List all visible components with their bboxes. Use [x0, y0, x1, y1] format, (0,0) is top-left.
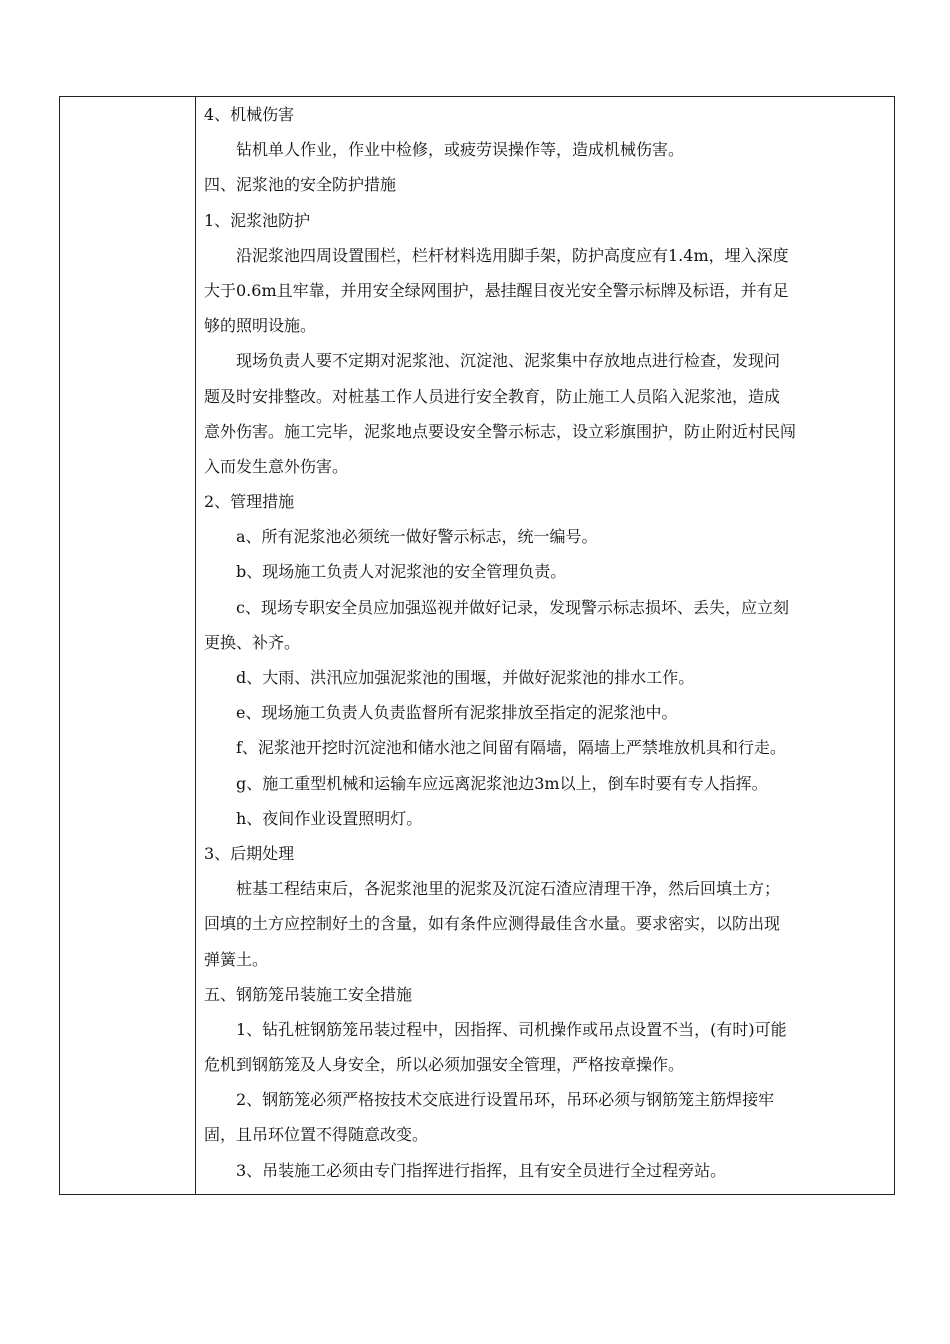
text-line: 沿泥浆池四周设置围栏，栏杆材料选用脚手架，防护高度应有1.4m，埋入深度 [236, 245, 789, 265]
text-line: 更换、补齐。 [204, 632, 301, 652]
text-line: 大于0.6m且牢靠，并用安全绿网围护，悬挂醒目夜光安全警示标牌及标语，并有足 [204, 280, 789, 300]
text-line: 回填的土方应控制好土的含量，如有条件应测得最佳含水量。要求密实，以防出现 [204, 914, 781, 934]
text-line: c、现场专职安全员应加强巡视并做好记录，发现警示标志损坏、丢失，应立刻 [236, 597, 789, 617]
text-line: h、夜间作业设置照明灯。 [236, 808, 423, 828]
text-line: 入而发生意外伤害。 [204, 456, 349, 476]
text-line: 够的照明设施。 [204, 316, 317, 336]
text-line: 意外伤害。施工完毕，泥浆地点要设安全警示标志，设立彩旗围护，防止附近村民闯 [204, 421, 797, 441]
table-left-cell [60, 97, 196, 1194]
text-line: 弹簧土。 [204, 949, 269, 969]
text-line: 桩基工程结束后，各泥浆池里的泥浆及沉淀石渣应清理干净，然后回填土方； [236, 879, 781, 899]
document-table [59, 96, 895, 1195]
text-line: 3、吊装施工必须由专门指挥进行指挥，且有安全员进行全过程旁站。 [236, 1160, 727, 1180]
text-line: 现场负责人要不定期对泥浆池、沉淀池、泥浆集中存放地点进行检查，发现问 [236, 351, 781, 371]
table-content-cell [196, 97, 894, 1194]
text-line: e、现场施工负责人负责监督所有泥浆排放至指定的泥浆池中。 [236, 703, 678, 723]
text-line: g、施工重型机械和运输车应远离泥浆池边3m以上，倒车时要有专人指挥。 [236, 773, 768, 793]
text-line: 四、泥浆池的安全防护措施 [204, 175, 397, 195]
text-line: 1、泥浆池防护 [204, 210, 311, 230]
text-line: 2、管理措施 [204, 492, 295, 512]
text-line: 1、钻孔桩钢筋笼吊装过程中，因指挥、司机操作或吊点设置不当，(有时)可能 [236, 1019, 787, 1039]
text-line: a、所有泥浆池必须统一做好警示标志，统一编号。 [236, 527, 598, 547]
text-line: 钻机单人作业，作业中检修，或疲劳误操作等，造成机械伤害。 [236, 140, 685, 160]
text-line: 2、钢筋笼必须严格按技术交底进行设置吊环，吊环必须与钢筋笼主筋焊接牢 [236, 1090, 775, 1110]
text-line: 题及时安排整改。对桩基工作人员进行安全教育，防止施工人员陷入泥浆池，造成 [204, 386, 781, 406]
text-line: 固，且吊环位置不得随意改变。 [204, 1125, 429, 1145]
text-line: 3、后期处理 [204, 843, 295, 863]
text-line: d、大雨、洪汛应加强泥浆池的围堰，并做好泥浆池的排水工作。 [236, 668, 695, 687]
text-line: 危机到钢筋笼及人身安全，所以必须加强安全管理，严格按章操作。 [204, 1055, 685, 1075]
text-line: 五、钢筋笼吊装施工安全措施 [204, 984, 413, 1004]
text-line: 4、机械伤害 [204, 105, 295, 124]
text-line: b、现场施工负责人对泥浆池的安全管理负责。 [236, 562, 567, 582]
text-line: f、泥浆池开挖时沉淀池和储水池之间留有隔墙，隔墙上严禁堆放机具和行走。 [236, 738, 786, 758]
